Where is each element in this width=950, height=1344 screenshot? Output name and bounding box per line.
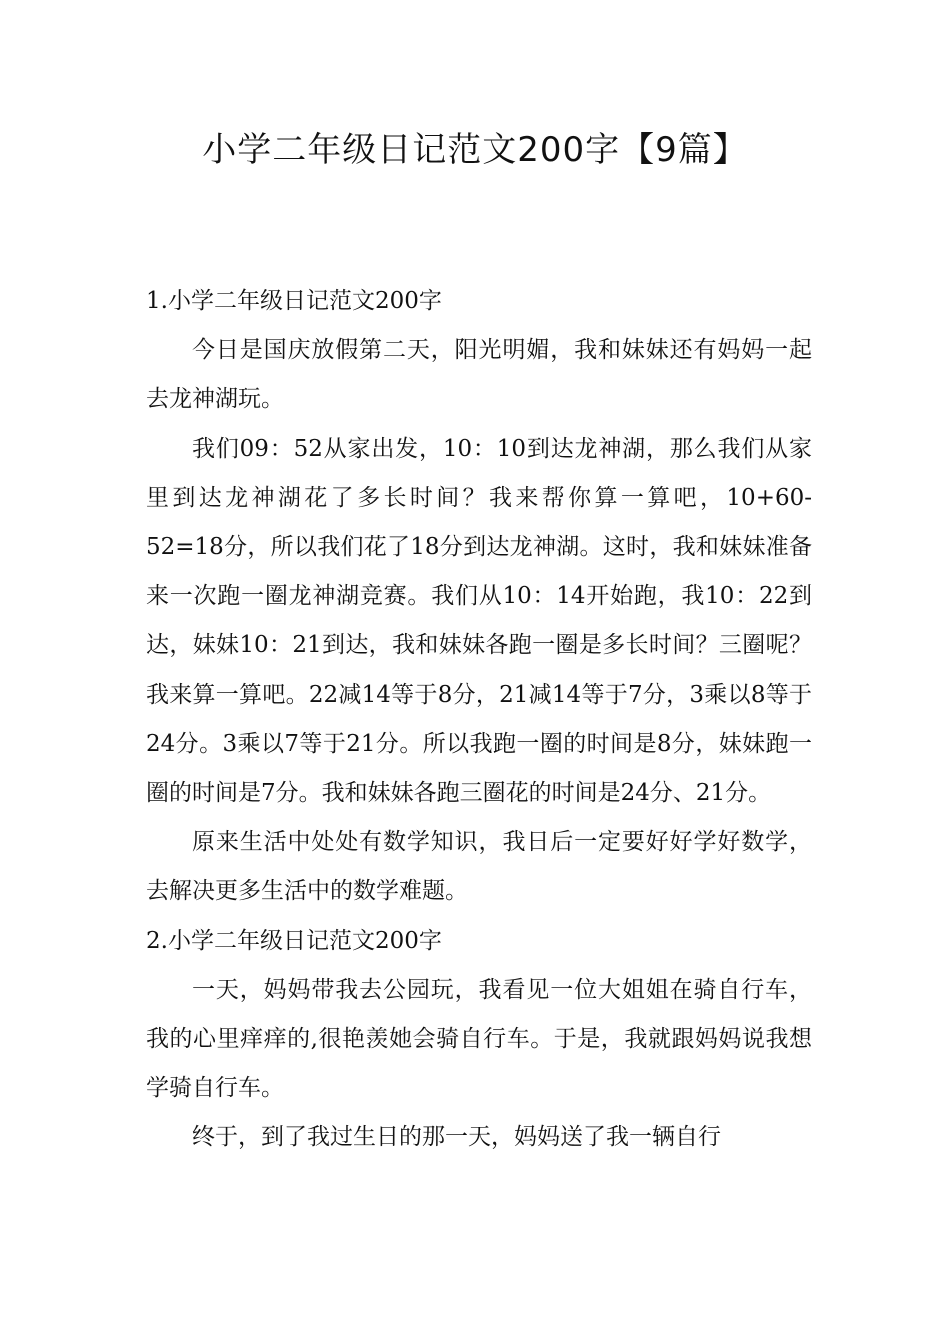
paragraph: 终于，到了我过生日的那一天，妈妈送了我一辆自行	[192, 1124, 721, 1151]
document-body	[146, 277, 812, 1163]
diary-section-2	[146, 917, 812, 1163]
paragraph: 今日是国庆放假第二天，阳光明媚，我和妹妹还有妈妈一起去龙神湖玩。	[146, 337, 812, 413]
paragraph: 我们09：52从家出发，10：10到达龙神湖，那么我们从家里到达龙神湖花了多长时间？我来帮你算一算吧，10+60-52=18分，所以我们花了18分到达龙神湖。这时，我和妹妹准备来一次跑一圈龙神湖竞赛。我们从10：14开始跑，我10：22到达，妹妹10：21到达，我和妹妹各跑一圈是多长时间？三圈呢？我来算一算吧。22减14等于8分，21减14等于7分，3乘以8等于24分。3乘以7等于21分。所以我跑一圈的时间是8分，妹妹跑一圈的时间是7分。我和妹妹各跑三圈花的时间是24分、21分。	[146, 435, 812, 807]
diary-section-1	[146, 277, 812, 917]
paragraph: 一天，妈妈带我去公园玩，我看见一位大姐姐在骑自行车，我的心里痒痒的,很艳羡她会骑自行车。于是，我就跟妈妈说我想学骑自行车。	[146, 976, 812, 1102]
document-title: 小学二年级日记范文200字【9篇】	[202, 130, 748, 170]
paragraph: 原来生活中处处有数学知识，我日后一定要好好学好数学，去解决更多生活中的数学难题。	[146, 829, 812, 905]
section-heading: 2.小学二年级日记范文200字	[146, 927, 442, 954]
section-heading: 1.小学二年级日记范文200字	[146, 288, 442, 314]
